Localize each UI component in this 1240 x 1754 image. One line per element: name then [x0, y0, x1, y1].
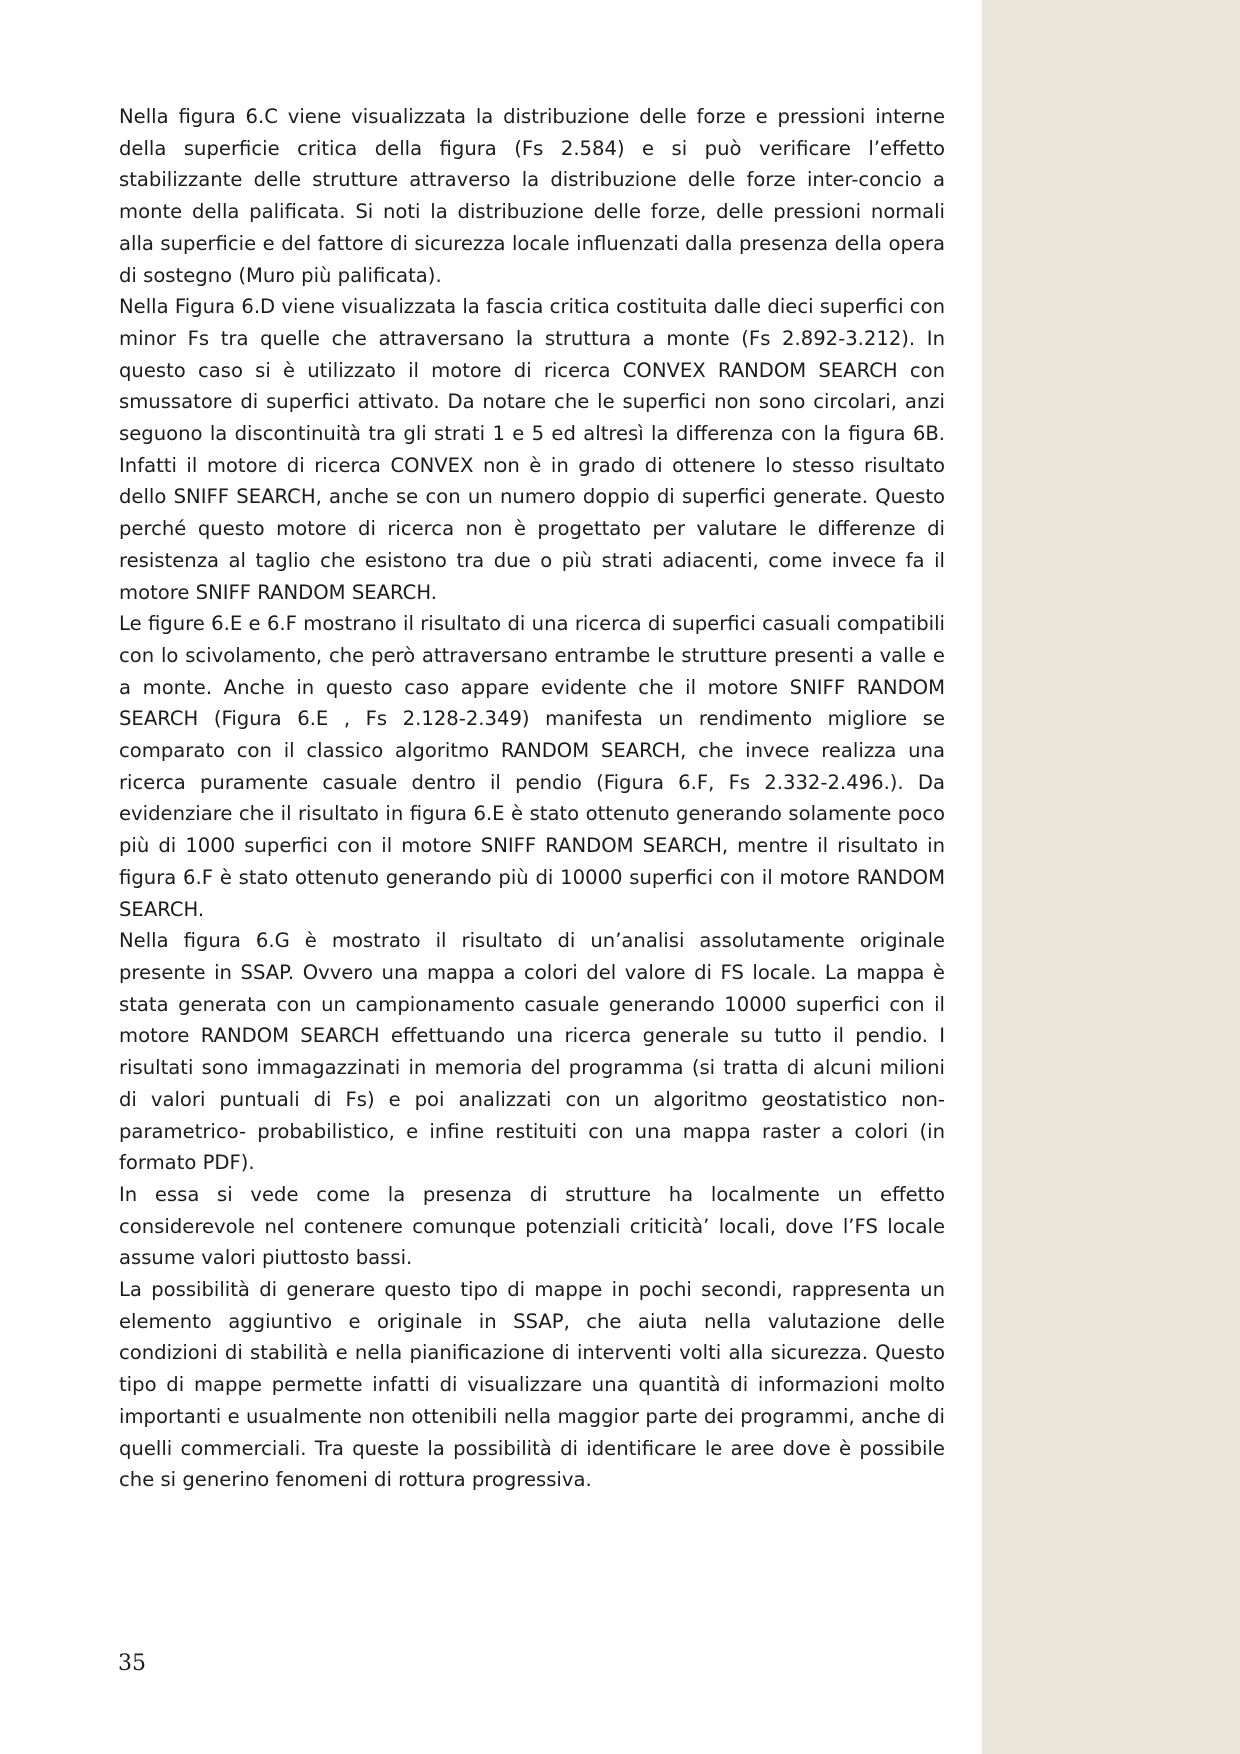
paragraph-map-generation: La possibilità di generare questo tipo di mappe in pochi secondi, rappresenta un elemento aggiuntivo e originale in SSAP, che aiuta nella valutazione delle condizioni di stabilità e nella pianificazione di interventi volti alla sicurezza. Questo tipo di mappe permette infatti di visualizzare una quantità di informazioni molto importanti e usualmente non ottenibili nella maggior parte dei programmi, anche di quelli commerciali. Tra queste la possibilità di identificare le aree dove è possibile che si generino fenomeni di rottura progressiva.	[119, 1278, 945, 1492]
paragraph-figure-6d: Nella Figura 6.D viene visualizzata la fascia critica costituita dalle dieci superfici con minor Fs tra quelle che attraversano la struttura a monte (Fs 2.892-3.212). In questo caso si è utilizzato il motore di ricerca CONVEX RANDOM SEARCH con smussatore di superfici attivato. Da notare che le superfici non sono circolari, anzi seguono la discontinuità tra gli strati 1 e 5 ed altresì la differenza con la figura 6B. Infatti il motore di ricerca CONVEX non è in grado di ottenere lo stesso risultato dello SNIFF SEARCH, anche se con un numero doppio di superfici generate. Questo perché questo motore di ricerca non è progettato per valutare le differenze di resistenza al taglio che esistono tra due o più strati adiacenti, come invece fa il motore SNIFF RANDOM SEARCH.	[119, 295, 945, 604]
paragraph-local-criticality: In essa si vede come la presenza di strutture ha localmente un effetto considerevole nel contenere comunque potenziali criticità’ locali, dove l’FS locale assume valori piuttosto bassi.	[119, 1182, 945, 1270]
body-text	[119, 101, 945, 1496]
page-number: 35	[118, 1651, 146, 1676]
paragraph-figure-6e-6f: Le figure 6.E e 6.F mostrano il risultato di una ricerca di superfici casuali compatibili con lo scivolamento, che però attraversano entrambe le strutture presenti a valle e a monte. Anche in questo caso appare evidente che il motore SNIFF RANDOM SEARCH (Figura 6.E , Fs 2.128-2.349) manifesta un rendimento migliore se comparato con il classico algoritmo RANDOM SEARCH, che invece realizza una ricerca puramente casuale dentro il pendio (Figura 6.F, Fs 2.332-2.496.). Da evidenziare che il risultato in figura 6.E è stato ottenuto generando solamente poco più di 1000 superfici con il motore SNIFF RANDOM SEARCH, mentre il risultato in figura 6.F è stato ottenuto generando più di 10000 superfici con il motore RANDOM SEARCH.	[119, 612, 945, 921]
paragraph-figure-6g: Nella figura 6.G è mostrato il risultato di un’analisi assolutamente originale presente in SSAP. Ovvero una mappa a colori del valore di FS locale. La mappa è stata generata con un campionamento casuale generando 10000 superfici con il motore RANDOM SEARCH effettuando una ricerca generale su tutto il pendio. I risultati sono immagazzinati in memoria del programma (si tratta di alcuni milioni di valori puntuali di Fs) e poi analizzati con un algoritmo geostatistico non-parametrico- probabilistico, e infine restituiti con una mappa raster a colori (in formato PDF).	[119, 929, 945, 1175]
side-margin-band	[982, 0, 1240, 1754]
paragraph-figure-6c: Nella figura 6.C viene visualizzata la distribuzione delle forze e pressioni interne della superficie critica della figura (Fs 2.584) e si può verificare l’effetto stabilizzante delle strutture attraverso la distribuzione delle forze inter-concio a monte della palificata. Si noti la distribuzione delle forze, delle pressioni normali alla superficie e del fattore di sicurezza locale influenzati dalla presenza della opera di sostegno (Muro più palificata).	[119, 105, 945, 287]
